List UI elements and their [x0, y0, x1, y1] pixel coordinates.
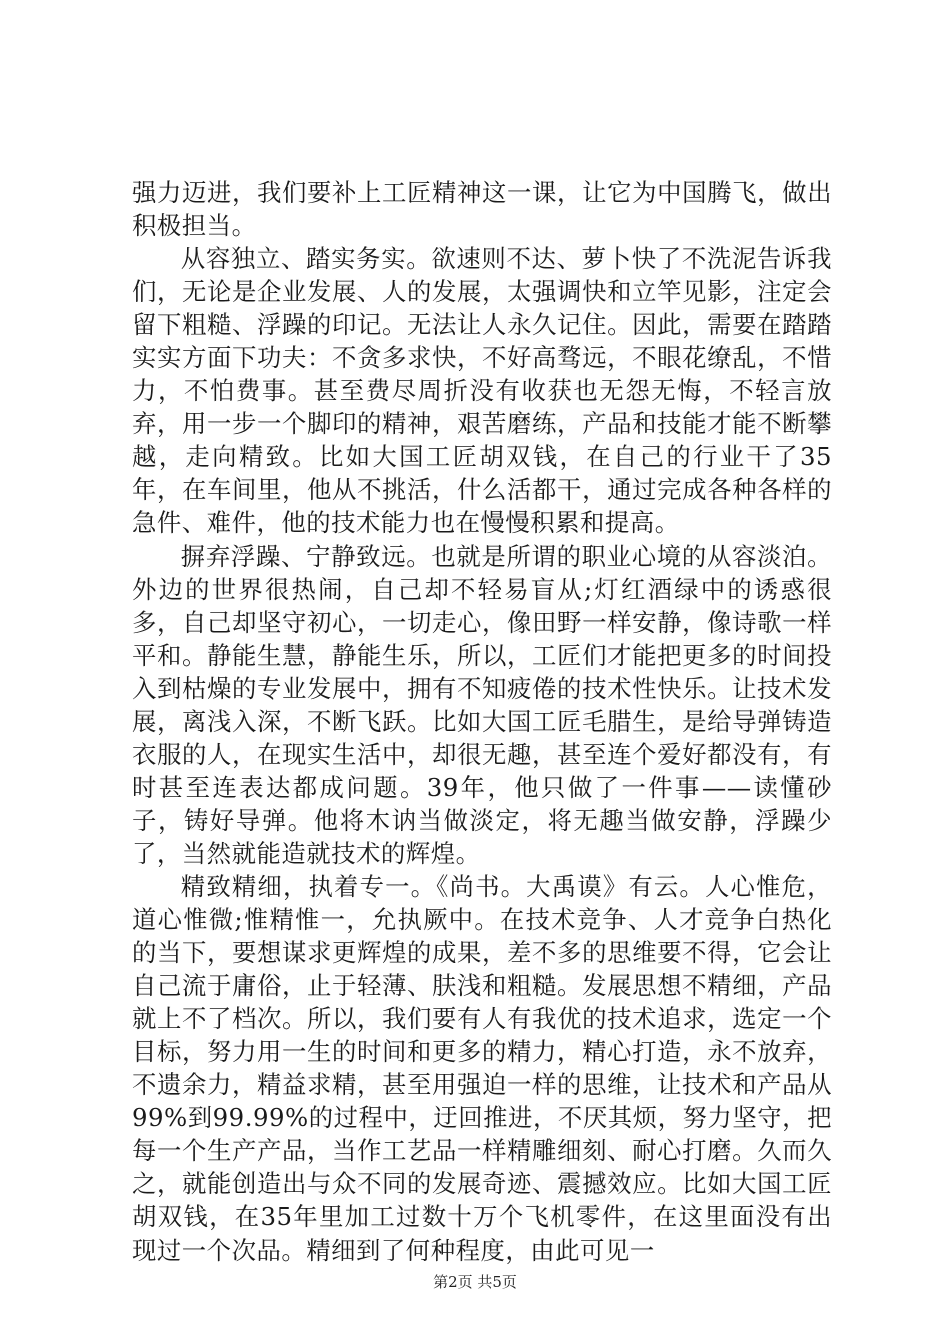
- page-number-footer: 第2页 共5页: [433, 1273, 517, 1291]
- paragraph-1: 强力迈进，我们要补上工匠精神这一课，让它为中国腾飞，做出积极担当。: [132, 178, 832, 241]
- paragraph-4: 精致精细，执着专一。《尚书。大禹谟》有云。人心惟危，道心惟微;惟精惟一，允执厥中。在技术竞争、人才竞争白热化的当下，要想谋求更辉煌的成果，差不多的思维要不得，它会让自己流于庸俗，止于轻薄、肤浅和粗糙。发展思想不精细，产品就上不了档次。所以，我们要有人有我优的技术追求，选定一个目标，努力用一生的时间和更多的精力，精心打造，永不放弃，不遗余力，精益求精，甚至用强迫一样的思维，让技术和产品从99%到99.99%的过程中，迂回推进，不厌其烦，努力坚守，把每一个生产产品，当作工艺品一样精雕细刻、耐心打磨。久而久之，就能创造出与众不同的发展奇迹、震撼效应。比如大国工匠胡双钱，在35年里加工过数十万个飞机零件，在这里面没有出现过一个次品。精细到了何种程度，由此可见一: [132, 871, 832, 1265]
- paragraph-3: 摒弃浮躁、宁静致远。也就是所谓的职业心境的从容淡泊。外边的世界很热闹，自己却不轻易盲从;灯红酒绿中的诱惑很多，自己却坚守初心，一切走心，像田野一样安静，像诗歌一样平和。静能生慧，静能生乐，所以，工匠们才能把更多的时间投入到枯燥的专业发展中，拥有不知疲倦的技术性快乐。让技术发展，离浅入深，不断飞跃。比如大国工匠毛腊生，是给导弹铸造衣服的人，在现实生活中，却很无趣，甚至连个爱好都没有，有时甚至连表达都成问题。39年，他只做了一件事——读懂砂子，铸好导弹。他将木讷当做淡定，将无趣当做安静，浮躁少了，当然就能造就技术的辉煌。: [132, 541, 832, 868]
- paragraph-2: 从容独立、踏实务实。欲速则不达、萝卜快了不洗泥告诉我们，无论是企业发展、人的发展，太强调快和立竿见影，注定会留下粗糙、浮躁的印记。无法让人永久记住。因此，需要在踏踏实实方面下功夫：不贪多求快，不好高骛远，不眼花缭乱，不惜力，不怕费事。甚至费尽周折没有收获也无怨无悔，不轻言放弃，用一步一个脚印的精神，艰苦磨练，产品和技能才能不断攀越，走向精致。比如大国工匠胡双钱，在自己的行业干了35年，在车间里，他从不挑活，什么活都干，通过完成各种各样的急件、难件，他的技术能力也在慢慢积累和提高。: [132, 244, 832, 538]
- document-body: [132, 176, 832, 1267]
